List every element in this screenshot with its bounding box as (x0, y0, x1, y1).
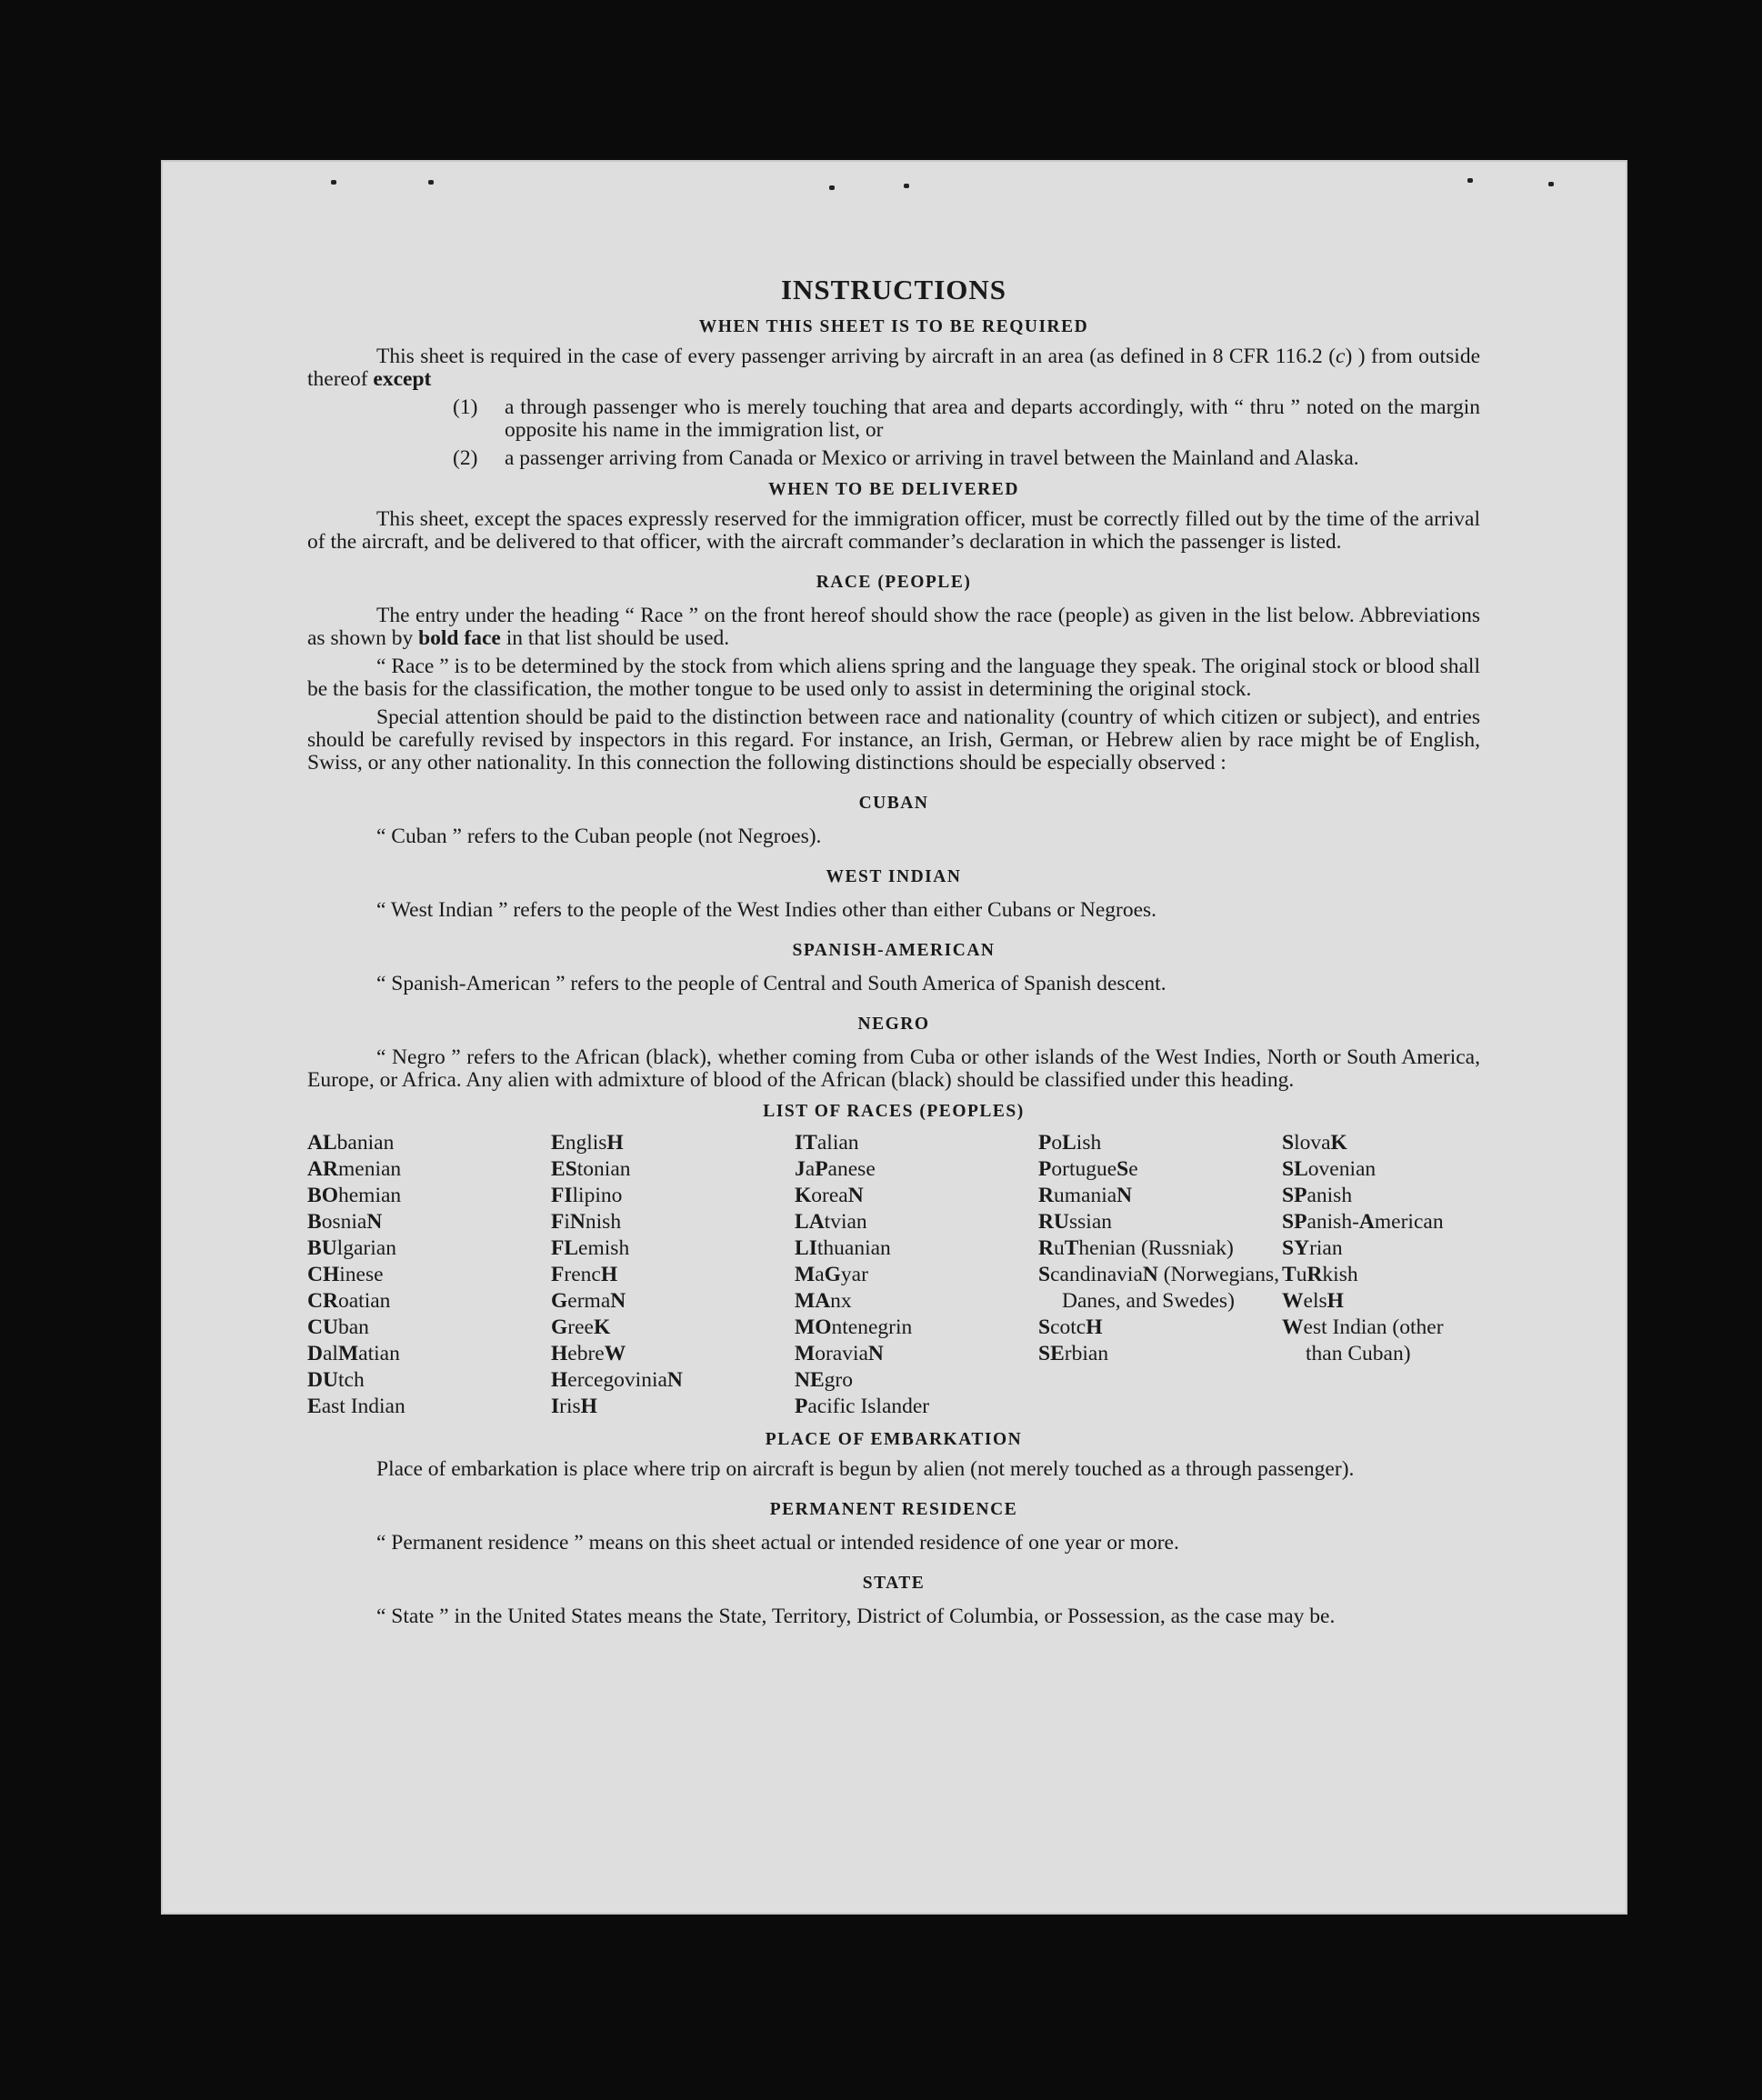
race-entry: SlovaK (1282, 1131, 1347, 1155)
race-entry: SPanish-American (1282, 1210, 1444, 1234)
race-entry: FrencH (551, 1263, 618, 1286)
race-entry: FiNnish (551, 1210, 622, 1234)
speck-mark (829, 185, 835, 190)
race-entry: DalMatian (307, 1342, 400, 1365)
race-entry: ITalian (795, 1131, 859, 1155)
instructions-content (307, 275, 1480, 1628)
race-entry: MaGyar (795, 1263, 868, 1286)
paragraph-race-3: Special attention should be paid to the distinction between race and nationality (country of which citizen or subject), and entries should be carefully revised by inspectors in this regard. For instance, an Irish, German, or Hebrew alien by race might be of English, Swiss, or any other nationality. In this connection the following distinctions should be especially observed : (307, 705, 1480, 775)
races-column-2 (551, 1130, 795, 1420)
race-entry: FLemish (551, 1236, 630, 1260)
race-entry: BOhemian (307, 1184, 402, 1207)
race-entry: SLovenian (1282, 1157, 1377, 1181)
race-entry: EnglisH (551, 1131, 624, 1155)
race-entry: TuRkish (1282, 1263, 1358, 1286)
heading-when-delivered: WHEN TO BE DELIVERED (768, 480, 1019, 499)
heading-state: STATE (862, 1574, 926, 1593)
heading-spanish-american: SPANISH-AMERICAN (792, 941, 996, 960)
races-column-3 (795, 1130, 1038, 1420)
race-entry: DUtch (307, 1368, 365, 1392)
race-entry: MoraviaN (795, 1342, 884, 1365)
speck-mark (428, 180, 434, 185)
heading-embarkation: PLACE OF EMBARKATION (765, 1430, 1023, 1449)
race-entry: BosniaN (307, 1210, 383, 1234)
race-entry: EStonian (551, 1157, 631, 1181)
race-entry: ScotcH (1038, 1315, 1103, 1339)
race-entry: East Indian (307, 1395, 405, 1418)
race-entry: SPanish (1282, 1184, 1353, 1207)
page-title: INSTRUCTIONS (780, 274, 1006, 305)
race-entry: SErbian (1038, 1342, 1109, 1365)
race-entry: KoreaN (795, 1184, 864, 1207)
heading-west-indian: WEST INDIAN (826, 867, 962, 886)
race-entry: PoLish (1038, 1131, 1102, 1155)
list-item-exception-2: (2) a passenger arriving from Canada or Mexico or arriving in travel between the Mainland and Alaska. (453, 446, 1359, 470)
race-entry: GreeK (551, 1315, 611, 1339)
paragraph-when-delivered: This sheet, except the spaces expressly reserved for the immigration officer, must be correctly filled out by the time of the arrival of the aircraft, and be delivered to that officer, with the aircraft commander’s declaration in which the passenger is listed. (307, 507, 1480, 554)
race-entry: IrisH (551, 1395, 597, 1418)
paragraph-permanent-residence: “ Permanent residence ” means on this sheet actual or intended residence of one year or more. (376, 1531, 1179, 1555)
heading-cuban: CUBAN (858, 794, 929, 813)
race-entry: HebreW (551, 1342, 626, 1365)
race-entry: ARmenian (307, 1157, 402, 1181)
race-entry: LAtvian (795, 1210, 867, 1234)
paragraph-embarkation: Place of embarkation is place where trip on aircraft is begun by alien (not merely touched as a through passenger). (376, 1457, 1355, 1481)
race-entry: MAnx (795, 1289, 852, 1313)
document-sheet (161, 160, 1627, 1915)
race-entry: RuThenian (Russniak) (1038, 1236, 1234, 1260)
race-entry: BUlgarian (307, 1236, 396, 1260)
paragraph-state: “ State ” in the United States means the State, Territory, District of Columbia, or Possession, as the case may be. (376, 1605, 1336, 1628)
race-entry: HercegoviniaN (551, 1368, 683, 1392)
race-entry: ALbanian (307, 1131, 395, 1155)
race-entry: PortugueSe (1038, 1157, 1138, 1181)
paragraph-spanish-american: “ Spanish-American ” refers to the people of Central and South America of Spanish descent. (376, 972, 1166, 995)
races-column-4 (1038, 1130, 1282, 1420)
race-entry: NEgro (795, 1368, 853, 1392)
race-entry: MOntenegrin (795, 1315, 913, 1339)
heading-negro: NEGRO (857, 1015, 930, 1034)
race-entry: SYrian (1282, 1236, 1343, 1260)
speck-mark (904, 184, 909, 188)
paragraph-race-1: The entry under the heading “ Race ” on the front hereof should show the race (people) as given in the list below. Abbreviations as shown by bold face in that list should be used. (307, 604, 1480, 650)
race-entry: CRoatian (307, 1289, 391, 1313)
races-column-1 (307, 1130, 551, 1420)
race-entry: West Indian (other than Cuban) (1282, 1315, 1444, 1365)
race-entry: CUban (307, 1315, 369, 1339)
paragraph-when-required: This sheet is required in the case of every passenger arriving by aircraft in an area (as defined in 8 CFR 116.2 (c) ) from outside thereof except (307, 345, 1481, 391)
speck-mark (1467, 178, 1473, 183)
race-entry: GermaN (551, 1289, 626, 1313)
heading-permanent-residence: PERMANENT RESIDENCE (769, 1500, 1018, 1519)
paragraph-west-indian: “ West Indian ” refers to the people of the West Indies other than either Cubans or Negroes. (376, 898, 1157, 922)
heading-race: RACE (PEOPLE) (816, 573, 972, 592)
paragraph-cuban: “ Cuban ” refers to the Cuban people (not Negroes). (376, 825, 822, 848)
race-entry: RUssian (1038, 1210, 1112, 1234)
race-entry: WelsH (1282, 1289, 1344, 1313)
race-entry: ScandinaviaN (Norwegians, Danes, and Swedes) (1038, 1263, 1280, 1313)
paragraph-negro: “ Negro ” refers to the African (black), whether coming from Cuba or other islands of the West Indies, North or South America, Europe, or Africa. Any alien with admixture of blood of the African (black) should be classified under this heading. (307, 1045, 1480, 1092)
race-entry: LIthuanian (795, 1236, 891, 1260)
races-column-5 (1282, 1130, 1480, 1420)
race-entry: FIlipino (551, 1184, 623, 1207)
races-list (307, 1130, 1480, 1420)
list-item-exception-1: (1) a through passenger who is merely touching that area and departs accordingly, with “ thru ” noted on the margin opposite his name in the immigration list, or (453, 395, 1480, 442)
paragraph-race-2: “ Race ” is to be determined by the stock from which aliens spring and the language they speak. The original stock or blood shall be the basis for the classification, the mother tongue to be used only to assist in determining the original stock. (307, 655, 1480, 701)
heading-when-required: WHEN THIS SHEET IS TO BE REQUIRED (698, 317, 1089, 336)
race-entry: Pacific Islander (795, 1395, 930, 1418)
heading-list-of-races: LIST OF RACES (PEOPLES) (763, 1102, 1025, 1121)
race-entry: CHinese (307, 1263, 384, 1286)
race-entry: JaPanese (795, 1157, 876, 1181)
speck-mark (1548, 182, 1554, 186)
race-entry: RumaniaN (1038, 1184, 1133, 1207)
speck-mark (331, 180, 336, 185)
